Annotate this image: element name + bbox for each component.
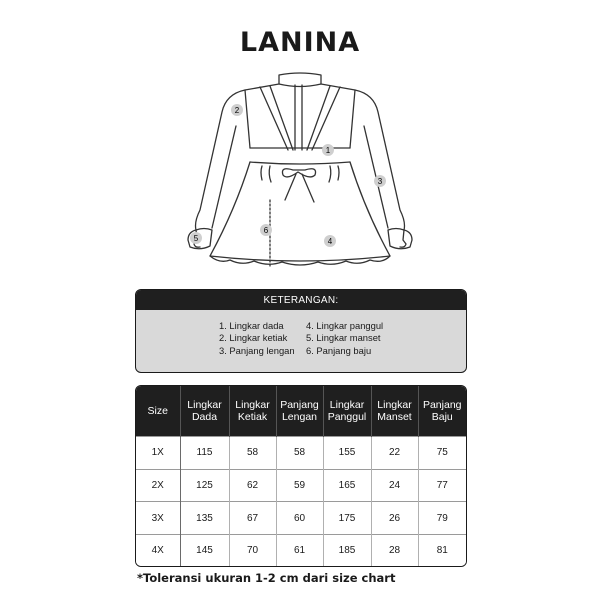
marker-4-label: 4	[327, 237, 333, 246]
legend-item: 5. Lingkar manset	[306, 332, 381, 344]
table-cell: 70	[229, 535, 276, 566]
page-title: LANINA	[239, 27, 361, 58]
table-cell: 60	[276, 502, 323, 535]
legend-item: 3. Panjang lengan	[219, 344, 295, 356]
column-header: Lingkar Panggul	[323, 386, 371, 437]
column-header: Panjang Lengan	[276, 386, 323, 437]
table-cell: 67	[229, 502, 276, 535]
marker-5-label: 5	[193, 234, 199, 243]
table-cell: 115	[180, 437, 229, 470]
table-cell: 22	[371, 437, 418, 470]
table-cell: 155	[323, 437, 371, 470]
table-header-row	[136, 386, 466, 437]
legend-column-left	[219, 320, 295, 357]
column-header: Size	[136, 386, 180, 437]
table-row	[136, 437, 466, 470]
size-cell: 1X	[136, 437, 180, 470]
table-cell: 26	[371, 502, 418, 535]
table-cell: 61	[276, 535, 323, 566]
legend-item: 6. Panjang baju	[306, 344, 372, 356]
blouse-sketch	[150, 70, 450, 280]
table-cell: 59	[276, 469, 323, 502]
table-cell: 79	[418, 502, 466, 535]
table-cell: 75	[418, 437, 466, 470]
table-cell: 58	[276, 437, 323, 470]
legend-box	[135, 289, 467, 373]
table-cell: 58	[229, 437, 276, 470]
table-cell: 77	[418, 469, 466, 502]
table-cell: 145	[180, 535, 229, 566]
size-chart-table	[135, 385, 467, 567]
column-header: Lingkar Manset	[371, 386, 418, 437]
legend-column-right	[306, 320, 383, 357]
column-header: Lingkar Dada	[180, 386, 229, 437]
legend-item: 2. Lingkar ketiak	[219, 332, 288, 344]
table-row	[136, 502, 466, 535]
table-cell: 62	[229, 469, 276, 502]
legend-item: 1. Lingkar dada	[219, 320, 284, 331]
marker-3-label: 3	[377, 177, 383, 186]
marker-1-label: 1	[325, 146, 331, 155]
column-header: Lingkar Ketiak	[229, 386, 276, 437]
marker-6-label: 6	[263, 226, 269, 235]
table-cell: 165	[323, 469, 371, 502]
size-cell: 4X	[136, 535, 180, 566]
column-header: Panjang Baju	[418, 386, 466, 437]
table-cell: 185	[323, 535, 371, 566]
tolerance-note: *Toleransi ukuran 1-2 cm dari size chart	[137, 571, 396, 585]
table-cell: 175	[323, 502, 371, 535]
table-cell: 24	[371, 469, 418, 502]
marker-2-label: 2	[234, 106, 240, 115]
table-cell: 135	[180, 502, 229, 535]
table-cell: 125	[180, 469, 229, 502]
table-row	[136, 535, 466, 566]
table-cell: 28	[371, 535, 418, 566]
table-row	[136, 469, 466, 502]
size-cell: 2X	[136, 469, 180, 502]
size-cell: 3X	[136, 502, 180, 535]
legend-item: 4. Lingkar panggul	[306, 320, 384, 331]
table-cell: 81	[418, 535, 466, 566]
legend-header: KETERANGAN:	[136, 290, 466, 310]
